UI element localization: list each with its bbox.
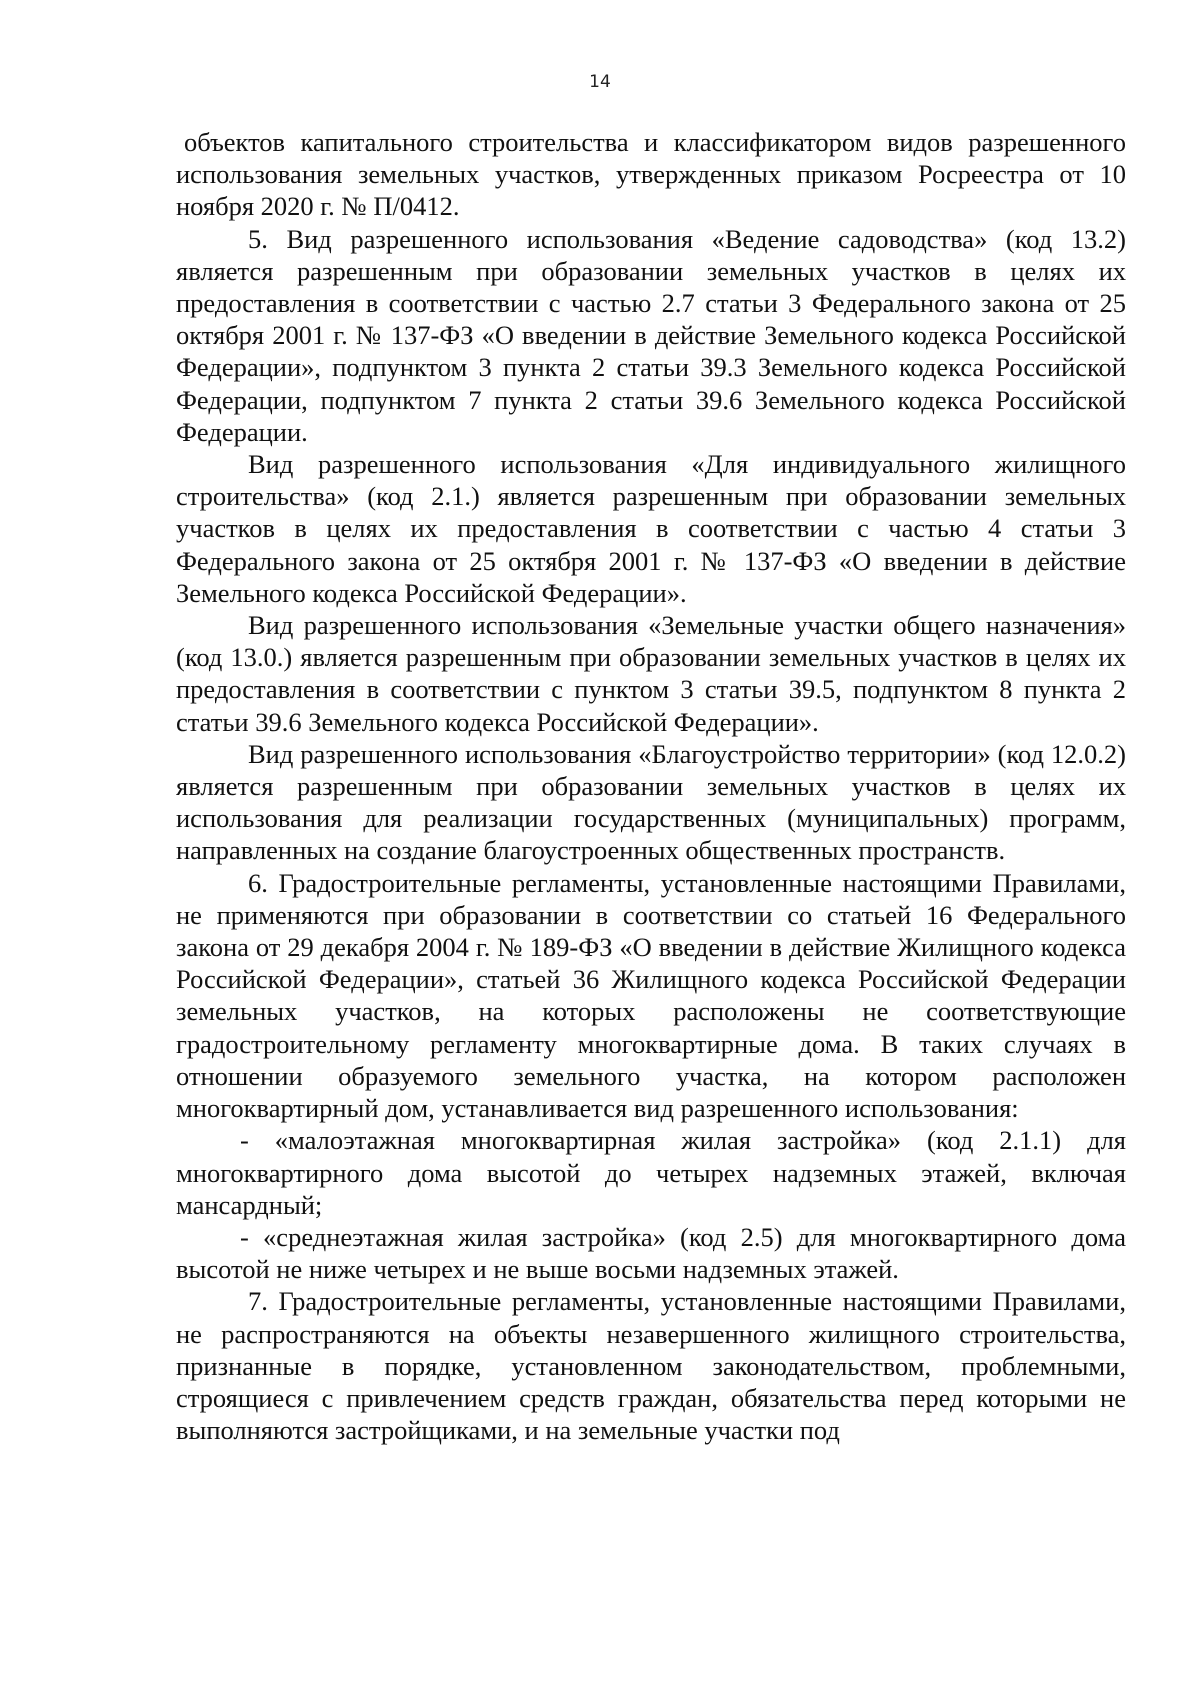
paragraph-landscaping: Вид разрешенного использования «Благоустройство территории» (код 12.0.2) является разрешенным при образовании земельных участков в целях их использования для реализации государственных (муниципальных) программ, направленных на создание благоустроенных общественных пространств. [176,738,1126,866]
paragraph-izhs: Вид разрешенного использования «Для индивидуального жилищного строительства» (код 2.1.) является разрешенным при образовании земельных участков в целях их предоставления в соответствии с частью 4 статьи 3 Федерального закона от 25 октября 2001 г. № 137-ФЗ «О введении в действие Земельного кодекса Российской Федерации». [176,449,1126,608]
page-number: 14 [589,72,611,92]
document-body [176,126,1126,1446]
paragraph-continuation: объектов капитального строительства и классификатором видов разрешенного использования земельных участков, утвержденных приказом Росреестра от 10 ноября 2020 г. № П/0412. [176,127,1126,222]
paragraph-item-7: 7. Градостроительные регламенты, установленные настоящими Правилами, не распространяются на объекты незавершенного жилищного строительства, признанные в порядке, установленном законодательством, проблемными, строящиеся с привлечением средств граждан, обязательства перед которыми не выполняются застройщиками, и на земельные участки под [176,1286,1126,1446]
list-item-mid-rise: - «среднеэтажная жилая застройка» (код 2.5) для многоквартирного дома высотой не ниже четырех и не выше восьми надземных этажей. [176,1221,1126,1285]
paragraph-common-land: Вид разрешенного использования «Земельные участки общего назначения» (код 13.0.) является разрешенным при образовании земельных участков в целях их предоставления в соответствии с пунктом 3 статьи 39.5, подпунктом 8 пункта 2 статьи 39.6 Земельного кодекса Российской Федерации». [176,610,1126,737]
paragraph-item-5: 5. Вид разрешенного использования «Ведение садоводства» (код 13.2) является разрешенным при образовании земельных участков в целях их предоставления в соответствии с частью 2.7 статьи 3 Федерального закона от 25 октября 2001 г. № 137-ФЗ «О введении в действие Земельного кодекса Российской Федерации», подпунктом 3 пункта 2 статьи 39.3 Земельного кодекса Российской Федерации, подпунктом 7 пункта 2 статьи 39.6 Земельного кодекса Российской Федерации. [176,223,1126,447]
list-item-low-rise: - «малоэтажная многоквартирная жилая застройка» (код 2.1.1) для многоквартирного дома высотой до четырех надземных этажей, включая мансардный; [176,1125,1126,1220]
paragraph-item-6: 6. Градостроительные регламенты, установленные настоящими Правилами, не применяются при образовании в соответствии со статьей 16 Федерального закона от 29 декабря 2004 г. № 189-ФЗ «О введении в действие Жилищного кодекса Российской Федерации», статьей 36 Жилищного кодекса Российской Федерации земельных участков, на которых расположены не соответствующие градостроительному регламенту многоквартирные дома. В таких случаях в отношении образуемого земельного участка, на котором расположен многоквартирный дом, устанавливается вид разрешенного использования: [176,867,1126,1124]
